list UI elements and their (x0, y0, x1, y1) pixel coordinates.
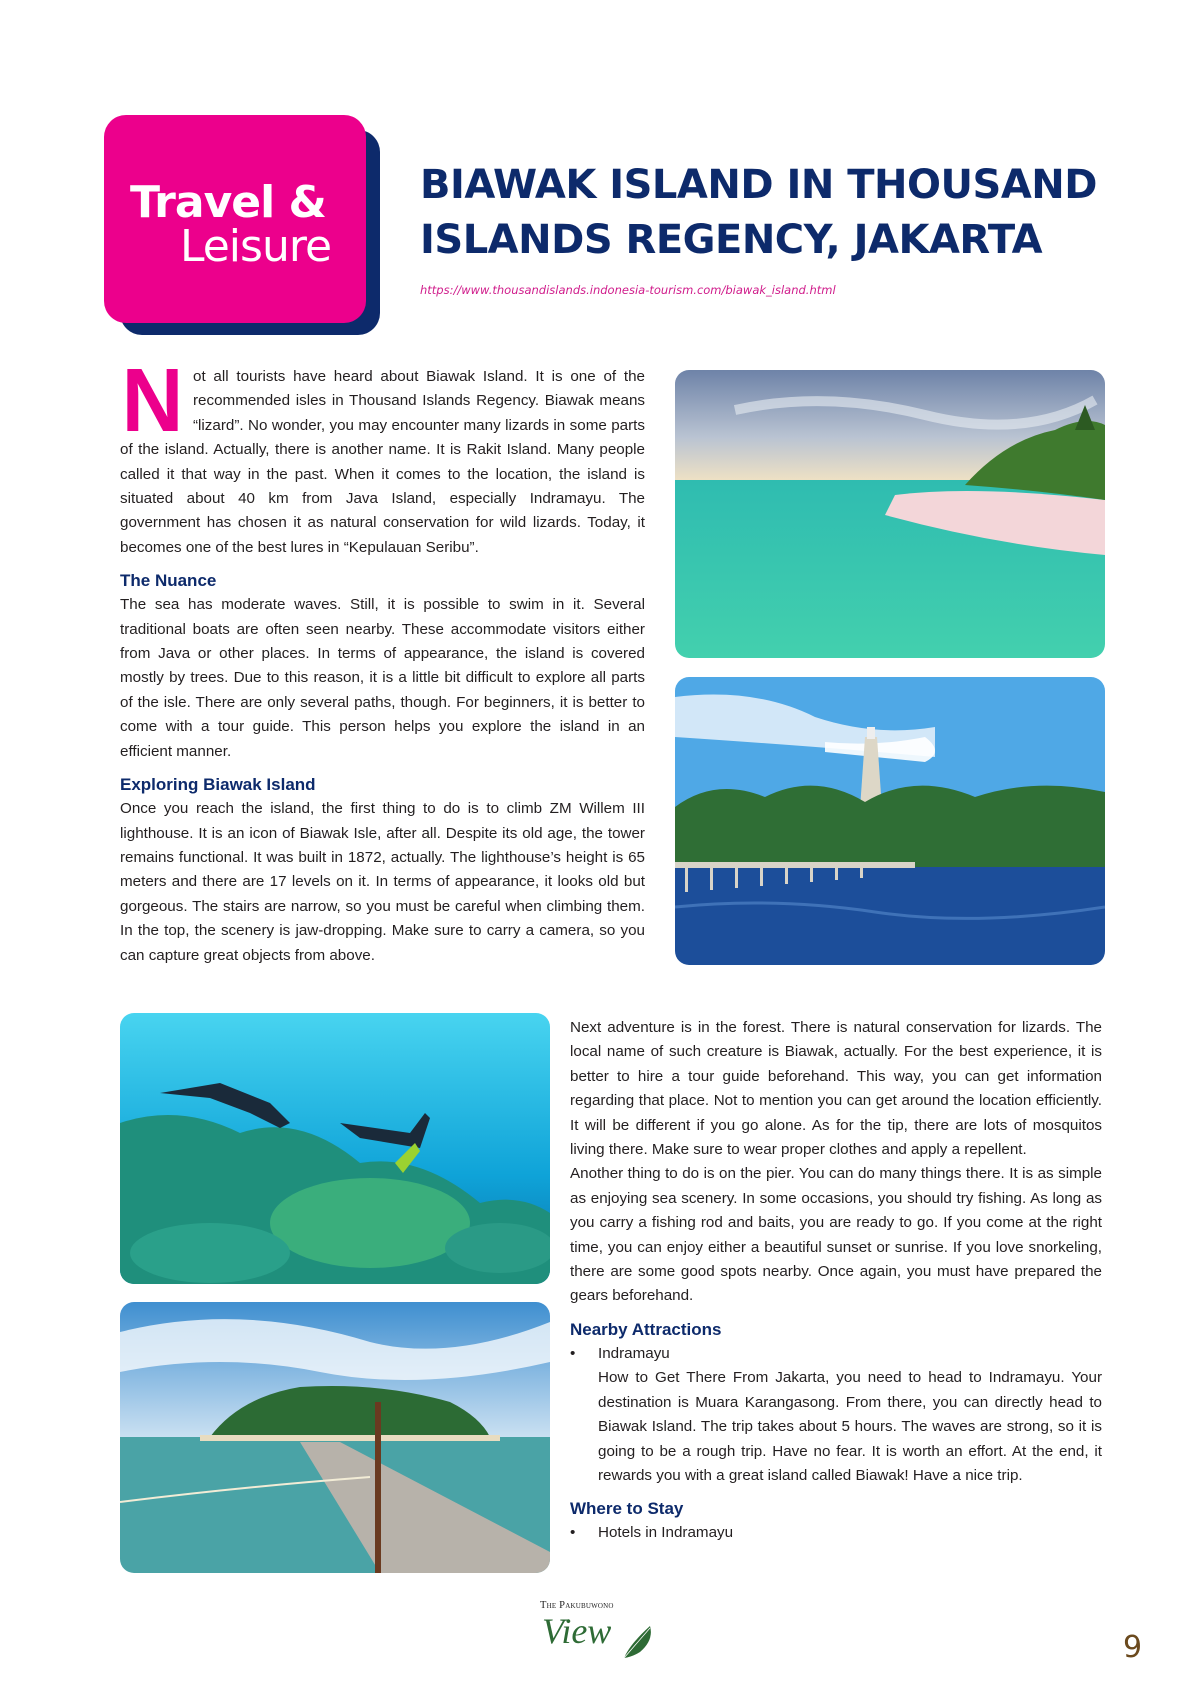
nearby-item-text: How to Get There From Jakarta, you need to head to Indramayu. Your destination is Muara Karangasong. From there, you can directly head to Biawak Island. The trip takes about 5 hours. The waves are strong, so it is going to be a rough trip. Have no fear. It is worth an effort. At the end, it rewards you with a great island called Biawak! Have a nice trip. (598, 1369, 1102, 1484)
nearby-item-title: Indramayu (598, 1344, 670, 1362)
section-heading-nuance: The Nuance (120, 571, 217, 591)
section-heading-exploring: Exploring Biawak Island (120, 775, 316, 795)
stay-item-title: Hotels in Indramayu (598, 1524, 734, 1542)
nearby-list-item (570, 1342, 1102, 1488)
photo-wooden-pier (120, 1302, 550, 1573)
section-badge-line1: Travel & (130, 177, 326, 228)
leaf-icon (620, 1624, 656, 1660)
section-badge (104, 115, 366, 323)
section-text-nuance: The sea has moderate waves. Still, it is possible to swim in it. Several traditional boats are often seen nearby. These accommodate visitors either from Java or other places. In terms of appearance, the island is covered mostly by trees. Due to this reason, it is a little bit difficult to explore all parts of the isle. There are only several paths, though. For beginners, it is better to come with a tour guide. This person helps you explore the island in an efficient manner. (120, 596, 645, 760)
page-number: 9 (1123, 1630, 1143, 1665)
bullet-icon: • (570, 1344, 576, 1362)
source-url-link[interactable]: https://www.thousandislands.indonesia-tourism.com/biawak_island.html (420, 283, 836, 297)
intro-text: ot all tourists have heard about Biawak Island. It is one of the recommended isles in Thousand Islands Regency. Biawak means “lizard”. No wonder, you may encounter many lizards in some parts of the island. Actually, there is another name. It is Rakit Island. Many people called it that way in the past. When it comes to the location, the island is situated about 40 km from Java Island, especially Indramayu. The government has chosen it as natural conservation for wild lizards. Today, it becomes one of the best lures in “Kepulauan Seribu”. (120, 368, 645, 556)
photo-lighthouse-pier (675, 677, 1105, 965)
drop-cap: N (121, 351, 184, 451)
intro-paragraph (120, 351, 645, 560)
logo-script: View (542, 1611, 612, 1651)
publication-logo (540, 1600, 660, 1662)
section-text-exploring: Once you reach the island, the first thing to do is to climb ZM Willem III lighthouse. It is an icon of Biawak Isle, after all. Despite its old age, the tower remains functional. It was built in 1872, actually. The lighthouse’s height is 65 meters and there are 17 levels on it. In terms of appearance, it looks old but gorgeous. The stairs are narrow, so you must be careful when climbing them. In the top, the scenery is jaw-dropping. Make sure to carry a camera, so you can capture great objects from above. (120, 800, 645, 964)
article-column-right (570, 1016, 1102, 1546)
photo-scuba-divers (120, 1013, 550, 1284)
section-heading-stay: Where to Stay (570, 1499, 684, 1519)
bullet-icon: • (570, 1524, 576, 1542)
continued-paragraph-pier: Another thing to do is on the pier. You can do many things there. It is as simple as enjoying sea scenery. In some occasions, you should try fishing. As long as you carry a fishing rod and baits, you are ready to go. If you come at the right time, you can enjoy either a beautiful sunset or sunrise. If you love snorkeling, there are some good spots nearby. Once again, you must have prepared the gears beforehand. (570, 1165, 1102, 1305)
photo-pink-sand-beach (675, 370, 1105, 658)
logo-brand-line: The Pakubuwono (540, 1600, 614, 1611)
article-title: BIAWAK ISLAND IN THOUSAND ISLANDS REGENCY, JAKARTA (420, 162, 1097, 263)
continued-paragraph-forest: Next adventure is in the forest. There is natural conservation for lizards. The local name of such creature is Biawak, actually. For the best experience, it is better to hire a tour guide beforehand. This way, you can get information regarding that place. Not to mention you can get around the location efficiently. It will be different if you go alone. As for the tip, there are lots of mosquitos living there. Make sure to wear proper clothes and apply a repellent. (570, 1019, 1102, 1159)
section-heading-nearby: Nearby Attractions (570, 1319, 722, 1339)
section-badge-line2: Leisure (180, 221, 332, 272)
article-column-left (120, 351, 645, 968)
stay-list-item (570, 1521, 1102, 1545)
